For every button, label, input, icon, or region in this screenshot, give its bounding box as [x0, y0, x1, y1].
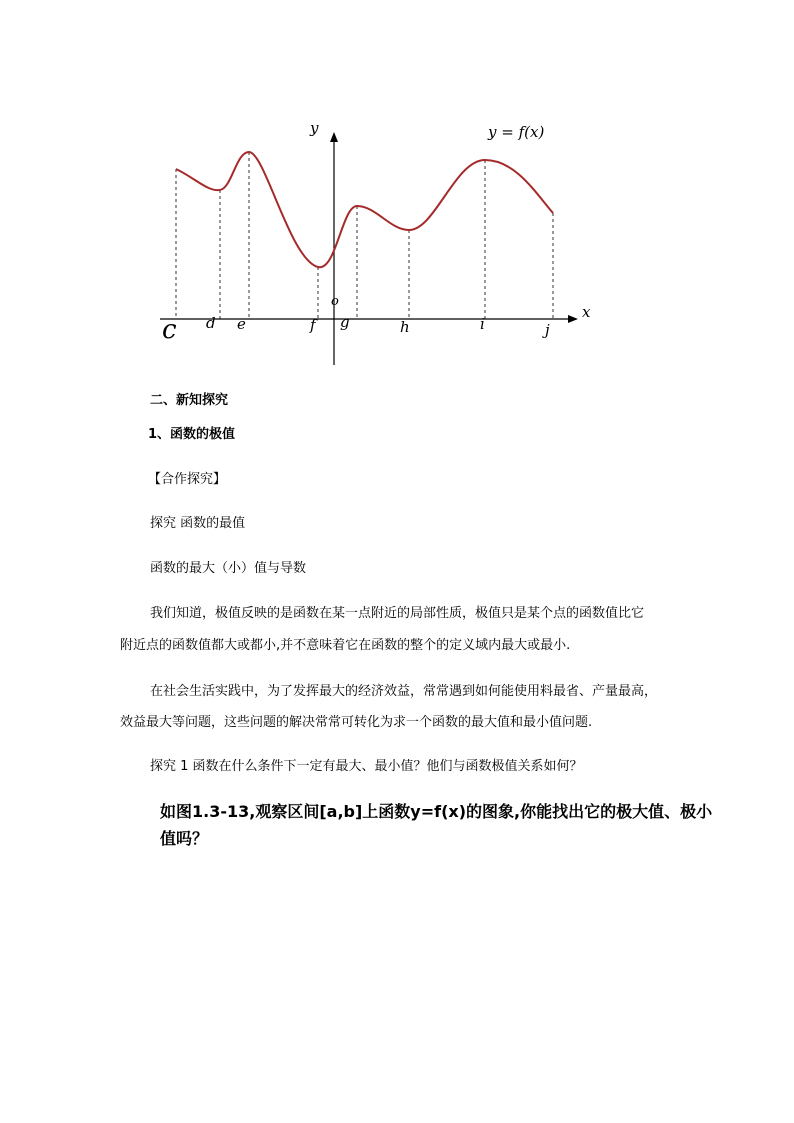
y-axis-arrow-icon — [330, 132, 338, 142]
graph-svg — [150, 110, 610, 370]
figure-question-line2: 值吗？ — [160, 829, 209, 848]
para1-line1: 我们知道，极值反映的是函数在某一点附近的局部性质，极值只是某个点的函数值比它 — [150, 606, 645, 621]
x-axis-label: x — [582, 303, 591, 321]
point-label-c: c — [162, 315, 177, 345]
point-label-d: d — [206, 314, 216, 332]
point-label-j: j — [545, 321, 550, 339]
function-graph — [150, 110, 610, 370]
figure-question-line1: 如图1.3-13,观察区间[a,b]上函数y=f(x)的图象,你能找出它的极大值、极小 — [160, 802, 713, 821]
question-1: 探究 1 函数在什么条件下一定有最大、最小值？他们与函数极值关系如何？ — [150, 759, 583, 774]
function-curve — [176, 152, 553, 267]
subsection-title: 1、函数的极值 — [148, 427, 236, 442]
origin-label: o — [331, 294, 339, 309]
para2-line2: 效益最大等问题，这些问题的解决常常可转化为求一个函数的最大值和最小值问题. — [120, 715, 593, 730]
section-title: 二、新知探究 — [150, 393, 229, 408]
point-label-i: i — [480, 315, 485, 333]
y-axis-label: y — [310, 119, 319, 137]
x-axis-arrow-icon — [568, 315, 578, 323]
dashed-guides — [176, 152, 553, 319]
point-label-h: h — [400, 318, 410, 336]
point-label-e: e — [237, 315, 246, 333]
para2-line1: 在社会生活实践中，为了发挥最大的经济效益，常常遇到如何能使用料最省、产量最高， — [150, 684, 658, 699]
point-label-g: g — [340, 313, 350, 331]
point-label-f: f — [310, 316, 316, 334]
cooperative-label: 【合作探究】 — [148, 472, 227, 487]
function-label: y = f(x) — [488, 123, 545, 141]
explore-title: 探究 函数的最值 — [150, 516, 246, 531]
topic-line: 函数的最大（小）值与导数 — [150, 561, 307, 576]
para1-line2: 附近点的函数值都大或都小,并不意味着它在函数的整个的定义域内最大或最小. — [120, 638, 571, 653]
